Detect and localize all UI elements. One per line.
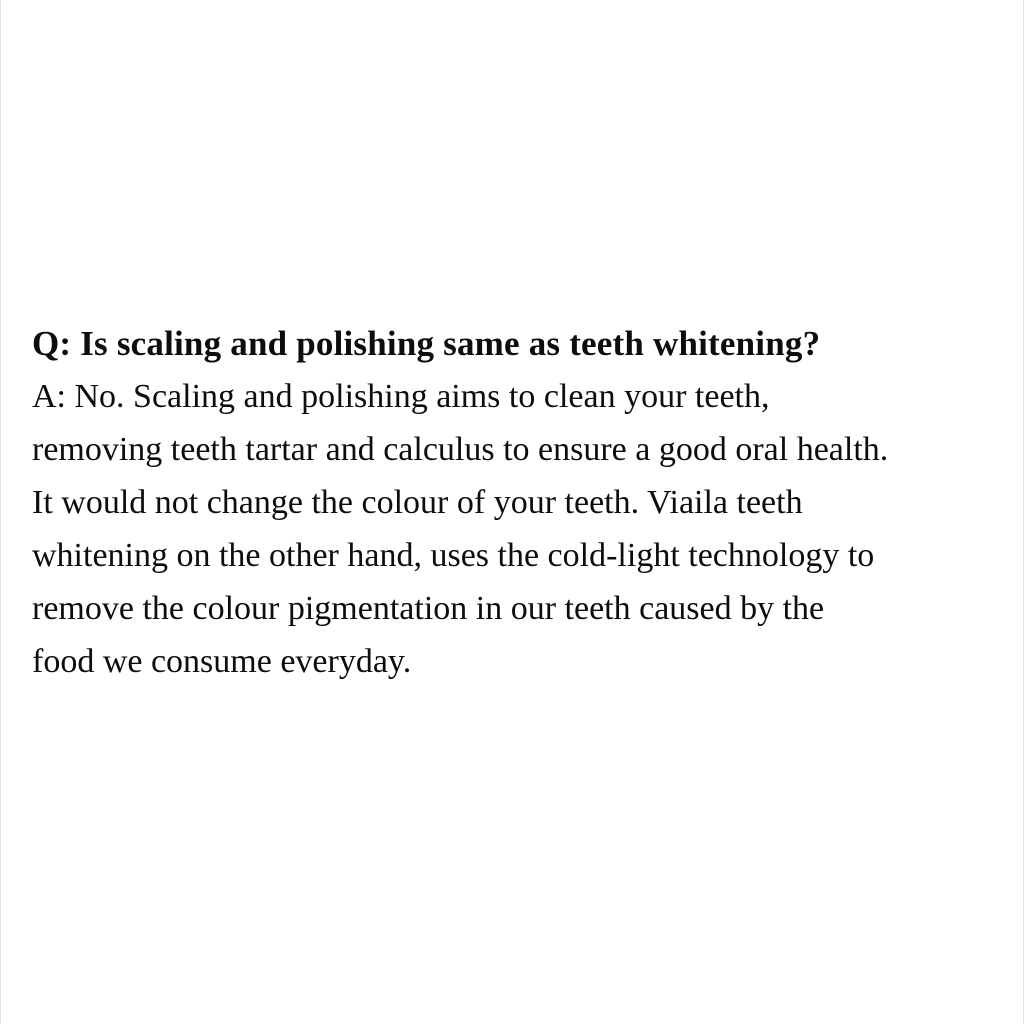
faq-block — [32, 317, 1004, 688]
faq-answer-line-1: A: No. Scaling and polishing aims to clean your teeth, — [32, 378, 770, 415]
faq-answer-line-5: remove the colour pigmentation in our teeth caused by the — [32, 590, 825, 627]
faq-answer-line-4: whitening on the other hand, uses the cold-light technology to — [32, 537, 875, 574]
faq-question: Q: Is scaling and polishing same as teeth whitening? — [32, 324, 821, 363]
faq-answer-line-2: removing teeth tartar and calculus to ensure a good oral health. — [32, 431, 889, 468]
page-edge-left — [0, 0, 1, 1024]
faq-answer-line-3: It would not change the colour of your teeth. Viaila teeth — [32, 484, 803, 521]
faq-answer-line-6: food we consume everyday. — [32, 643, 412, 680]
